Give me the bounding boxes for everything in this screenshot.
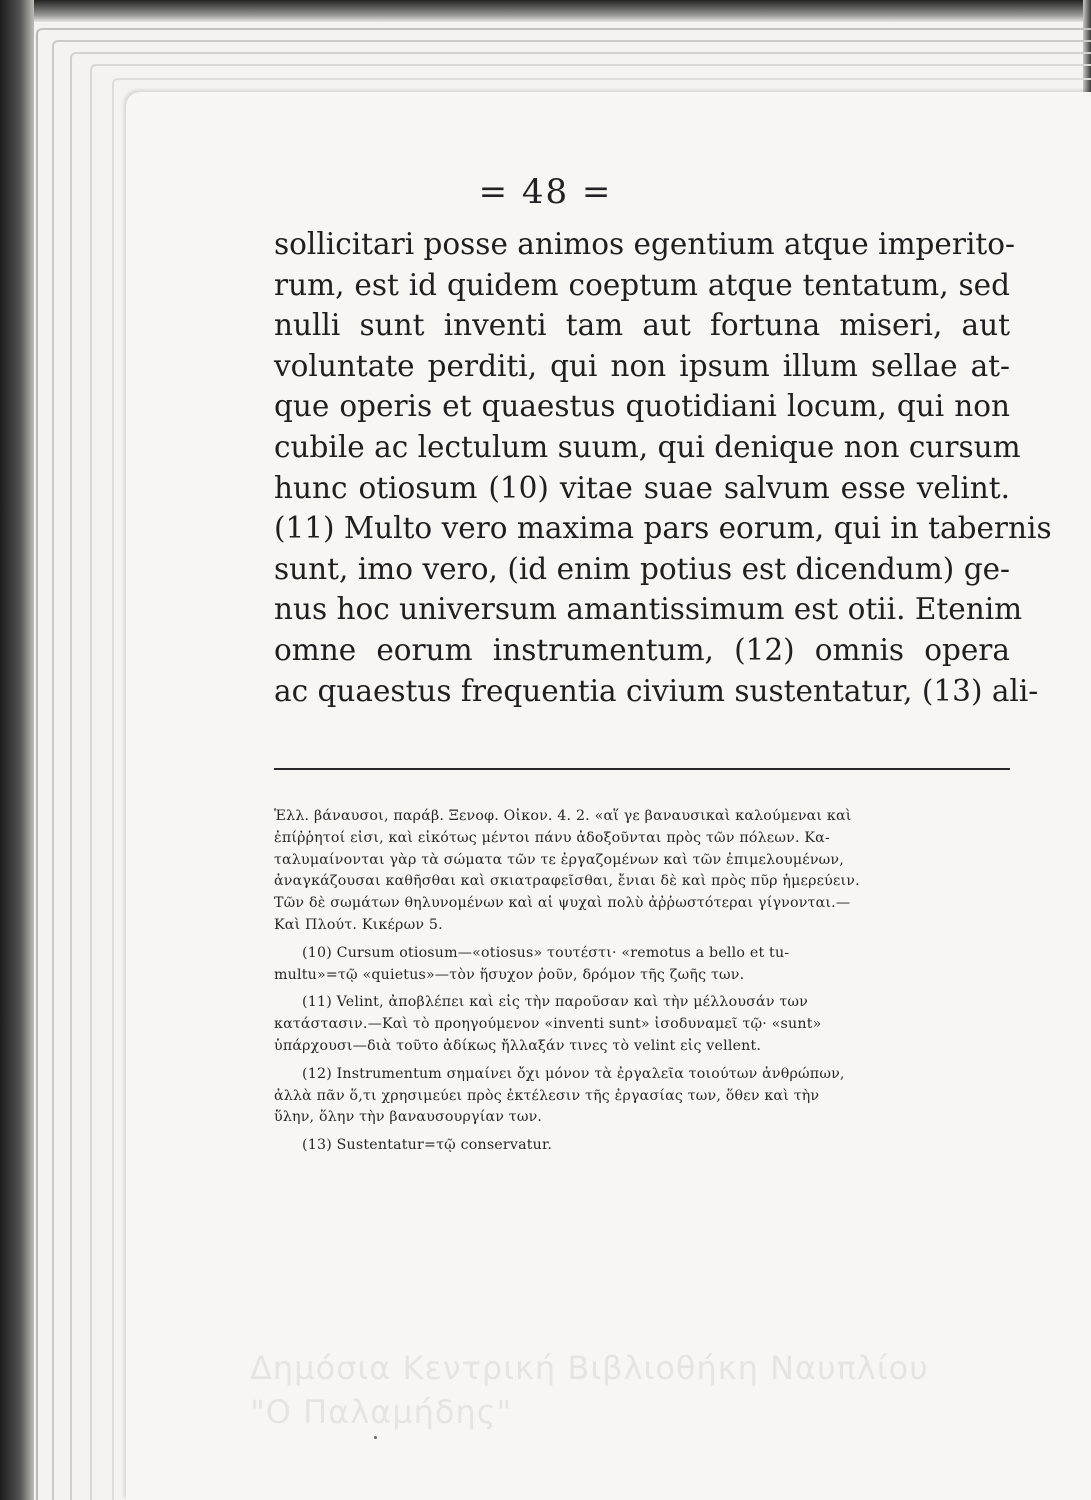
text-line: cubile ac lectulum suum, qui denique non cursum [274,429,1021,464]
text-line: que operis et quaestus quotidiani locum, qui non [274,389,1010,424]
text-line: voluntate perditi, qui non ipsum illum sellae at- [274,348,1010,383]
footnote-line: ὕλην, ὅλην τὴν βαναυσουργίαν των. [274,1109,543,1126]
footnote-divider [274,768,1010,770]
watermark-line: "Ο Παλαμήδης" [250,1393,513,1431]
watermark-line: Δημόσια Κεντρική Βιβλιοθήκη Ναυπλίου [250,1349,929,1387]
footnotes [274,806,1034,1157]
text-line: sollicitari posse animos egentium atque imperito- [274,227,1016,261]
paper-speck [374,1436,377,1439]
footnote-line: ὑπάρχουσι—διὰ τοῦτο ἀδίκως ἤλλαξάν τινες τὸ velint εἰς vellent. [274,1037,762,1054]
footnote-11: (11) Velint, ἀποβλέπει καὶ εἰς τὴν παροῦσαν καὶ τὴν μέλλουσάν των [302,994,808,1011]
footnote-line: Καὶ Πλούτ. Κικέρων 5. [274,916,443,933]
footnote-line: ἀλλὰ πᾶν ὅ,τι χρησιμεύει πρὸς ἐκτέλεσιν τῆς ἐργασίας των, ὅθεν καὶ τὴν [274,1087,820,1104]
footnote-13: (13) Sustentatur=τῷ conservatur. [302,1137,553,1154]
footnote-12: (12) Instrumentum σημαίνει ὄχι μόνον τὰ ἐργαλεῖα τοιούτων ἀνθρώπων, [302,1065,845,1082]
scan-left-edge [0,0,34,1500]
footnote-10: (10) Cursum otiosum—«otiosus» τουτέστι· «remotus a bello et tu- [302,944,790,961]
text-line: omne eorum instrumentum, (12) omnis opera [274,632,1010,667]
text-line: rum, est id quidem coeptum atque tentatum, sed [274,267,1010,302]
text-line: (11) Multo vero maxima pars eorum, qui in tabernis [274,511,1052,546]
footnote-line: Τῶν δὲ σωμάτων θηλυνομένων καὶ αἱ ψυχαὶ πολὺ ἀῤῥωστότεραι γίγνονται.— [274,895,851,912]
library-watermark [250,1346,929,1434]
text-line: nus hoc universum amantissimum est otii. Etenim [274,592,1023,627]
scan-top-edge [0,0,1091,22]
page-number: = 48 = [478,172,613,212]
text-line: hunc otiosum (10) vitae suae salvum esse velint. [274,470,1010,505]
footnote-line: Ἑλλ. βάναυσοι, παράβ. Ξενοφ. Οἰκον. 4. 2. «αἵ γε βαναυσικαὶ καλούμεναι καὶ [274,808,852,824]
text-line: ac quaestus frequentia civium sustentatur, (13) ali- [274,673,1039,708]
footnote-line: ταλυμαίνονται γὰρ τὰ σώματα τῶν τε ἐργαζομένων καὶ τῶν ἐπιμελουμένων, [274,851,844,868]
footnote-line: multu»=τῷ «quietus»—τὸν ἥσυχον ῥοῦν, δρόμον τῆς ζωῆς των. [274,966,745,983]
main-text [274,224,1052,711]
footnote-line: ἀναγκάζουσαι καθῆσθαι καὶ σκιατραφεῖσθαι, ἔνιαι δὲ καὶ πρὸς πῦρ ἡμερεύειν. [274,873,860,890]
footnote-line: ἐπίῤῥητοί εἰσι, καὶ εἰκότως μέντοι πάνυ ἀδοξοῦνται πρὸς τῶν πόλεων. Κα- [274,829,830,846]
text-line: nulli sunt inventi tam aut fortuna miseri, aut [274,308,1010,343]
text-line: sunt, imo vero, (id enim potius est dicendum) ge- [274,551,1010,586]
footnote-line: κατάστασιν.—Καὶ τὸ προηγούμενον «inventi sunt» ἰσοδυναμεῖ τῷ· «sunt» [274,1016,822,1033]
